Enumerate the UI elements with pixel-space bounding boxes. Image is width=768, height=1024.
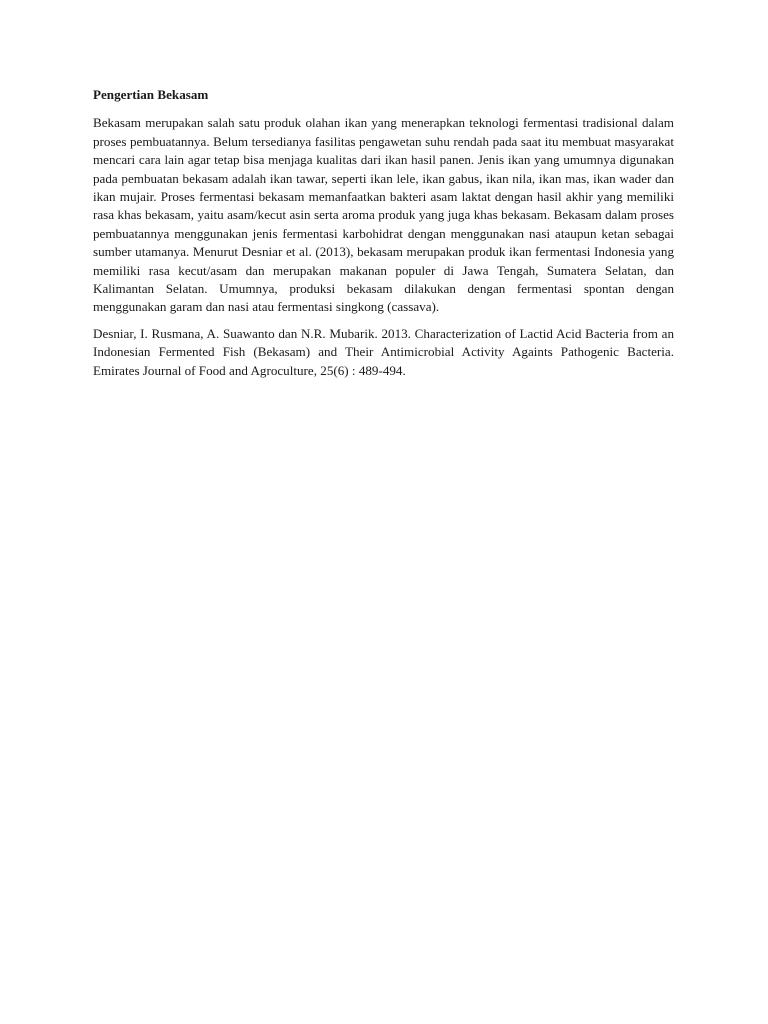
reference-paragraph: Desniar, I. Rusmana, A. Suawanto dan N.R. Mubarik. 2013. Characterization of Lactid Acid Bacteria from an Indonesian Fermented Fish (Bekasam) and Their Antimicrobial Activity Againts Pathogenic Bacteria. Emirates Journal of Food and Agroculture, 25(6) : 489-494. — [93, 325, 674, 378]
document-heading: Pengertian Bekasam — [93, 87, 209, 102]
document-page — [93, 86, 674, 380]
body-paragraph: Bekasam merupakan salah satu produk olahan ikan yang menerapkan teknologi fermentasi tradisional dalam proses pembuatannya. Belum tersedianya fasilitas pengawetan suhu rendah pada saat itu membuat masyarakat mencari cara lain agar tetap bisa menjaga kualitas dari ikan hasil panen. Jenis ikan yang umumnya digunakan pada pembuatan bekasam adalah ikan tawar, seperti ikan lele, ikan gabus, ikan nila, ikan mas, ikan wader dan ikan mujair. Proses fermentasi bekasam memanfaatkan bakteri asam laktat dengan hasil akhir yang memiliki rasa khas bekasam, yaitu asam/kecut asin serta aroma produk yang juga khas bekasam. Bekasam dalam proses pembuatannya menggunakan jenis fermentasi karbohidrat dengan menggunakan nasi ataupun ketan sebagai sumber utamanya. Menurut Desniar et al. (2013), bekasam merupakan produk ikan fermentasi Indonesia yang memiliki rasa kecut/asam dan merupakan makanan populer di Jawa Tengah, Sumatera Selatan, dan Kalimantan Selatan. Umumnya, produksi bekasam dilakukan dengan fermentasi spontan dengan menggunakan garam dan nasi atau fermentasi singkong (cassava). — [93, 115, 674, 315]
